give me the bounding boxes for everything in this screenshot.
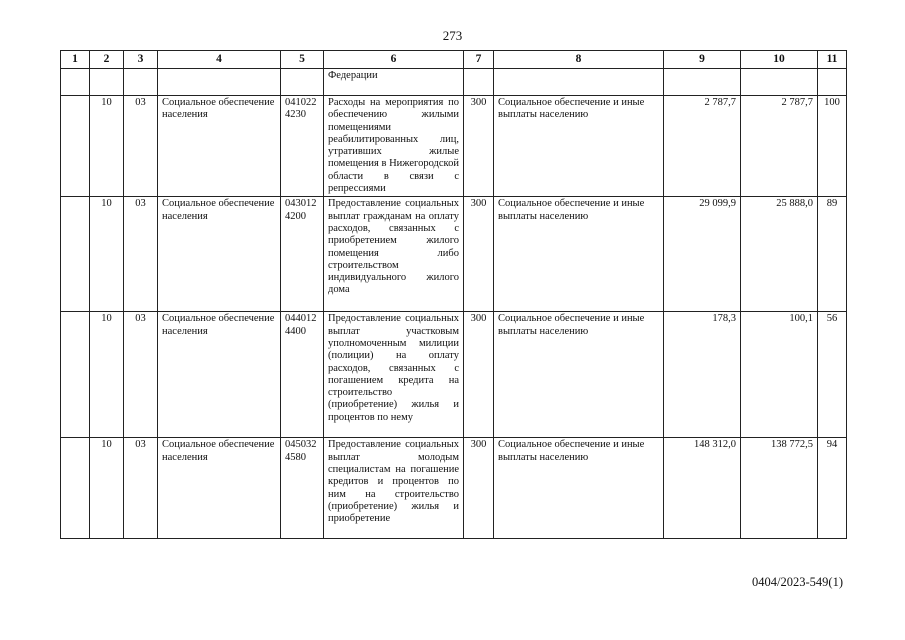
continuation-description: Федерации bbox=[324, 69, 464, 96]
subsection-code: 03 bbox=[124, 312, 158, 438]
subsection-name: Социальное обеспечение населения bbox=[158, 96, 281, 197]
column-header: 5 bbox=[281, 51, 324, 69]
planned-amount: 178,3 bbox=[664, 312, 741, 438]
table-cell bbox=[664, 69, 741, 96]
table-cell bbox=[158, 69, 281, 96]
row-index-cell bbox=[61, 96, 90, 197]
expense-type-code: 300 bbox=[464, 438, 494, 539]
expense-type-code: 300 bbox=[464, 96, 494, 197]
column-header: 7 bbox=[464, 51, 494, 69]
subsection-code: 03 bbox=[124, 197, 158, 312]
planned-amount: 148 312,0 bbox=[664, 438, 741, 539]
actual-amount: 138 772,5 bbox=[741, 438, 818, 539]
table-cell bbox=[464, 69, 494, 96]
row-index-cell bbox=[61, 197, 90, 312]
column-header: 1 bbox=[61, 51, 90, 69]
page-number: 273 bbox=[442, 28, 463, 43]
table-row bbox=[61, 96, 847, 197]
column-header: 6 bbox=[324, 51, 464, 69]
subsection-code: 03 bbox=[124, 96, 158, 197]
expense-type-name: Социальное обеспечение и иные выплаты населению bbox=[494, 438, 664, 539]
planned-amount: 29 099,9 bbox=[664, 197, 741, 312]
row-index-cell bbox=[61, 312, 90, 438]
budget-table bbox=[60, 50, 847, 539]
actual-amount: 25 888,0 bbox=[741, 197, 818, 312]
expense-description: Предоставление социальных выплат гражданам на оплату расходов, связанных с приобретением жилого помещения либо строительством индивидуального жилого дома bbox=[324, 197, 464, 312]
expense-type-name: Социальное обеспечение и иные выплаты населению bbox=[494, 312, 664, 438]
subsection-name: Социальное обеспечение населения bbox=[158, 438, 281, 539]
table-row bbox=[61, 312, 847, 438]
column-header: 2 bbox=[90, 51, 124, 69]
section-code: 10 bbox=[90, 96, 124, 197]
execution-percent: 89 bbox=[818, 197, 847, 312]
table-cell bbox=[90, 69, 124, 96]
expense-type-code: 300 bbox=[464, 197, 494, 312]
column-header: 11 bbox=[818, 51, 847, 69]
planned-amount: 2 787,7 bbox=[664, 96, 741, 197]
table-cell bbox=[281, 69, 324, 96]
table-cell bbox=[494, 69, 664, 96]
execution-percent: 94 bbox=[818, 438, 847, 539]
column-header: 10 bbox=[741, 51, 818, 69]
column-header: 3 bbox=[124, 51, 158, 69]
section-code: 10 bbox=[90, 197, 124, 312]
column-header: 9 bbox=[664, 51, 741, 69]
expense-description: Расходы на мероприятия по обеспечению жилыми помещениями реабилитированных лиц, утративших жилые помещения в Нижегородской области в связи с репрессиями bbox=[324, 96, 464, 197]
execution-percent: 100 bbox=[818, 96, 847, 197]
target-code: 044012 4400 bbox=[281, 312, 324, 438]
header-row bbox=[61, 51, 847, 69]
expense-description: Предоставление социальных выплат участковым уполномоченным милиции (полиции) на оплату расходов, связанных с погашением кредита на строительство (приобретение) жилья и процентов по нему bbox=[324, 312, 464, 438]
expense-description: Предоставление социальных выплат молодым специалистам на погашение кредитов и процентов по ним на строительство (приобретение) жилья и приобретение bbox=[324, 438, 464, 539]
table-cell bbox=[741, 69, 818, 96]
row-index-cell bbox=[61, 438, 90, 539]
table-cell bbox=[124, 69, 158, 96]
expense-type-name: Социальное обеспечение и иные выплаты населению bbox=[494, 197, 664, 312]
target-code: 041022 4230 bbox=[281, 96, 324, 197]
subsection-name: Социальное обеспечение населения bbox=[158, 197, 281, 312]
section-code: 10 bbox=[90, 438, 124, 539]
expense-type-name: Социальное обеспечение и иные выплаты населению bbox=[494, 96, 664, 197]
table-cell bbox=[818, 69, 847, 96]
expense-type-code: 300 bbox=[464, 312, 494, 438]
table-row bbox=[61, 197, 847, 312]
target-code: 043012 4200 bbox=[281, 197, 324, 312]
target-code: 045032 4580 bbox=[281, 438, 324, 539]
subsection-name: Социальное обеспечение населения bbox=[158, 312, 281, 438]
section-code: 10 bbox=[90, 312, 124, 438]
execution-percent: 56 bbox=[818, 312, 847, 438]
actual-amount: 100,1 bbox=[741, 312, 818, 438]
table-row bbox=[61, 438, 847, 539]
actual-amount: 2 787,7 bbox=[741, 96, 818, 197]
column-header: 8 bbox=[494, 51, 664, 69]
continuation-row bbox=[61, 69, 847, 96]
column-header: 4 bbox=[158, 51, 281, 69]
subsection-code: 03 bbox=[124, 438, 158, 539]
document-code: 0404/2023-549(1) bbox=[752, 575, 843, 589]
table-cell bbox=[61, 69, 90, 96]
